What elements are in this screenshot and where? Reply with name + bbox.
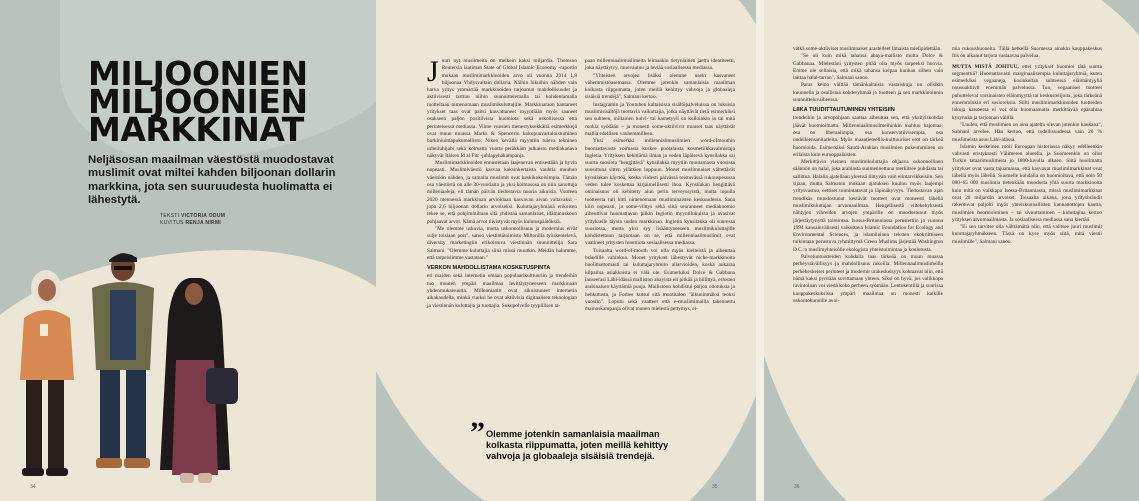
page-number: 35 bbox=[712, 484, 718, 490]
paragraph: "Se oli kuin mikä tahansa abaya-mallisto mutta Dolce & Gabbanaa. Mielestäni yritysten pitää olla myös tarpeeksi huovia. Emme ole sellaisia, että mikä tahansa kelpaa kunhan siihen vain laittaa halal-tarran", Salmani sanoo. bbox=[793, 53, 943, 82]
headline-line: MILJOONIEN bbox=[88, 54, 308, 93]
paragraph: Palveluntuotteiden kohdalla taas tärkeää on muun muassa perheystävällisyys ja mahdollisuus rukoilla. Millennaalimuslimeilla perhekeskeiset perinteet ja modernit urakeskeisyys kohtaavat niin, että nämä kaksi pyritään sovittamaan yhteen. Siksi on hyvä, jos valikkopa ravintolaan voi viedä koko perheen syömään. Lentokentillä ja suurissa kauppakeskuksissa ympäri maailmaa on monesti kaikille uskontokunnille avoi- bbox=[793, 254, 943, 304]
credit-illustrator: RENJA NIRMI bbox=[185, 220, 222, 226]
paragraph: Toisaalta word-of-mouth voi olla myös kielteistä ja aiheuttaa brändille vahinkoa. Monet yritykset lähestyvät niche-markkinoita huolimattomasti tai kuluttajaryhmiin allarvioiden, koska ankaraa kilpailua asiakkaista ei välä ole. Esimerkiksi Dolce & Gabbana lanseerasi Lähi-idässä malliston abayista eli pitkää ja hillittyä, erlosten arabinaisen käyttämiä puuja. Mallistoon kohdistui paljon odotuksia ja hehkutusta, ja Forbes kutsui sitä muotitalon "älkuninmäksi teoksi vuosiin". Loputu sekä vaatteet että e-muslimimailla takennettu mainoskampanja olivat monen mielestä pettymys, ei- bbox=[585, 247, 735, 313]
lede: Neljäsosan maailman väestöstä muodostavat muslimit ovat miltei kahden biljoonan dollarin markkina, jota sen suuruudesta huolimatta ei lähestytä. bbox=[88, 154, 336, 207]
paragraph: Islamin keskeinen rooli Euroopan historiassa näkyy edelleenkin vahvasti eristyksesti Välimeren alueella, ja Suomeenkin on ollut Turkin tataarimuslimeita jo 1800-luvulla alkaen. Siitä huolimatta yritykset ovat vasta tajuamassa, että kasvavat muslimimarkkinat ovat lähellä myös lähellä. Suomelle kohdalla on huomioitava, että noin 50 000–65 000 muslimia tietenkään muodosta yhtä suurta markkinoita kuin mitä on vaikkapa Isossa-Britanniassa, missä muslimimarkkinat ovat 20 miljardin arvoiset. Toisaalta aikana, jona yritysbrändit rakentuvat paljolti myös yhteiskunnallisten kannanottojen kautta, muslimien huomioiminen – tai sivuuttaminen – kuluttajina kertoo yrityksen arvomaailmasta. Ja sosiaalisessa mediassa sana kiertää. bbox=[952, 143, 1102, 223]
paragraph bbox=[952, 64, 1102, 122]
person-cap-man bbox=[92, 253, 154, 468]
paragraph: trendeihin ja arvopohjaan saattaa aiheuttaa sen, että yksityiskohdat jäävät huomioimatta. Millenniaalimuslimeihinkin mahtuu hajontaa: osa on liberaalimpia, osa konservatiivisempia, osa uudelleensanitarleita. Myös maantieteellis-kulttuuriset erot on tärkeä huomioida. Esimerkiksi Saudi-Arabian muslimien pukeutuminen on erilaista kuin eurooppalaisten. bbox=[793, 115, 943, 158]
paragraph-text: ettei yritykset huomioi tätä suurta segmenttiä? Huomattavasti marginaalisempia kuluttajaryhmiä, kuten esimerkiksi vegaaneja, kosinkeltan suhteessa eläimäntyyliä nousuaktiivit enemmän palvelussa. Tuo, vegaaniset tuotteet puhuttelevat varsinaisten eläinmyyttä tai keskustelijoita, joka tärkeänä ennemminkin eri sosioreksia. Sillti muslimimarkkinoiden tuotteiden lukuja katsoessa ei voi olla huomaamatta merkittävää epäsuhtaa kysynnän ja tarjonnan välillä. bbox=[952, 63, 1102, 121]
article-column-1 bbox=[427, 55, 577, 310]
paragraph: mia rukoushuoneita. Tällä hetkellä Suomessa ainakin kauppakeskus Itis on alkanut tarjota vastaavaa palvelua. bbox=[952, 46, 1102, 60]
paragraph: "Me olemme uskovia, mutta uskonnollisuus ja modernius eivät sulje toisiaan pois", sanoo viestintätoimisto Miltonilla työskentelevä, diversity marketingiin erikoistuva viestinnän suunnittelija Sara Salmani. "Olemme kuluttajia siinä missä muutkin. Meidän halumme, että tarpeisiimme vastataan." bbox=[427, 225, 577, 262]
credit-label: TEKSTI bbox=[160, 213, 180, 219]
page-gutter bbox=[756, 0, 764, 501]
paragraph: Merkittävin yleinen muslimikuluttajia ohjaava uskonnollinen säännön on halal, joka arabiasta suomennettuna merkitsee puhdasta tai sallittua. Halalin ajatellaan yleensä liittyvän vain elintarvikkeisiin. Sen sijaan, mutta Salmanin mukaan ajatuksen kuuluu myös laajempi yritysvastuu, eettiset toimintatavat ja läpinäkyvyys. Tiedostavan ajan trendikäs muodostunut kestävät tuotteet ovat moneesti lähellä muslimikuluttajan arvomaailmaa. Hengellisestä viitekehyksestä nähtyjen vihreiden arvojen ympärille on muodostunut myös järjestäytynyttä toimintaa. Isossa-Britanniassa perustettiin jo vuonna 1994 kansainvälisesti vaikuttava Islamic Foundation for Ecology and Environmental Sciences, ja islamilainen teksten ekokriittiseen tulkintaan perustuva ryhmittymä Green Muslims järjestää Washington D.C.:n muslimyhteisölle ekologista yhteistoimintaa ja koulutusta. bbox=[793, 159, 943, 253]
paragraph-text: uuri nyt muslimeita on melkein kaksi miljardia. Thomson Reutersin laatiman State of Global Islamic Economy -raportin mukaan muslimimarkkinoiden arvo oli vuonna 2014 1,8 biljoonaa Yhdysvaltain dollaria. Näihin lukuihin nähden vain harva yritys ymmärtää markkinoiden tarjoamat mahdollisuudet ja aktiivisesti tarttuu niihin suunnittelemalla tai kohdentamalla tuotteitaan nimenomaan muslimikuluttajille. Markkinaraon hantaneet yritykset taas ovat paitsi kasvattaneet myyntiään myös saaneet osakseen paljon positiivista huomiota sekä uskollisessa että perinteisessä mediassa. Viime vuosien menestyksekkäitä esimerkkejä ovat muun muassa Marks & Spencerin kokopuuvartaloistuminen burkiniuimapukumallisto, Niken kevällä myyntiin tuleva tekninen urheiluhijabi sekä kolmatta vuotta peräkkäin julkaistu mediakanava näkyvät Itäisen Id al Fitr -juhlapyhäkampanja. bbox=[427, 58, 577, 159]
page-number: 36 bbox=[794, 484, 800, 490]
subheading: LIIKA TUUDITTAUTUMINEN YHTEISIIN bbox=[793, 107, 895, 114]
paragraph: Muslimimarkkinoiden ennustetaan laajenevan entisestään ja hyvin nopeasti. Muslimiväestö kasvaa kaksinkertaista vauhtia muuhun väestöön nähden, ja samalla muslimit ovat keskikokoisimpia. Tämän osa väestöstä on alle 30-vuotiaita ja yksi kolmasosa on niin sanottuja milleniaaleja, eli tämän päivän tiedostavia nuoria aikuisia. Vuoteen 2020 mennessä markkinan arvioidaan kasvavan aivan valtavaksi – jopa 2,6 biljoonan dollarin arvoiseksi. Kuluttajaryhmänä erikoisen tekee se, että pohjimmiltaan sitä yhdistää samanlaiset, idäminuskoon pohjaavat arvot. Nämä arvot tiivistyvät myös kulutuspäätöksiä. bbox=[427, 160, 577, 225]
paragraph: eri maiden sekä internetin omaan populaarikulttuuriin ja trendeihin tuo muuten ympäri maailmaa levittäytyneeseen markkinaan yhdenmukaisuutta. Millenniaalit ovat aikuistuneet internetin aikakaudella, minkä vuoksi he ovat aktiivisia digitaalisen teknologian ja viestinnän kuluttajia ja tuottajia. Sukupolvelle tyypillisen ta- bbox=[427, 273, 577, 309]
left-page bbox=[0, 0, 376, 501]
dropcap: J bbox=[427, 55, 439, 88]
headline-line: MARKKINAT bbox=[88, 110, 304, 149]
person-long-dress bbox=[160, 278, 238, 483]
paragraph: vätkä some-aktiiviset muslimnaiset arastelleet ilmaista mielipidettään. bbox=[793, 46, 942, 52]
paragraph: "Luulen, että muslimien on aina ajateltu olevan jotenkin kaukana", Salmani arvelee. Hän kertoo, että todellisuudessa vain 20 % muslimeista asuu Lähi-idässä. bbox=[952, 121, 1102, 143]
paragraph: paan millenniaalimuslimeita leimaakin tietynlainen jaettu identiteetti, joka näyttäytyy, muovautuu ja leviää sosiaalisessa mediassa. bbox=[585, 58, 735, 72]
pull-quote: Olemme jotenkin samanlaisia maailman kolkasta riippumatta, joten meillä kehittyy vahvoja ja globaaleja sisäisiä trendejä. bbox=[486, 429, 669, 462]
illustration-people bbox=[0, 240, 250, 501]
paragraph: "Yhteisten arvojen lisäksi olemme usein kasvaneet vähemmistöasemassa. Olemme jotenkin samanlaisia maailman kolkasta riippumatta, joten meillä kehittyy vahvoja ja globaaleja sisäisiä trendejä", Salmani kertoo. bbox=[585, 72, 735, 101]
paragraph: Instagramin ja Youtuben kaltaisissa sisältöpalveluissa on lukuisia muslimisisältöjä tuottavia vaikuttajia, jotka näyttävät tietä esimerkiksi sen suhteen, millainen huivi- tai hametyyli on kulloinkin in tai mitä ruokia syödään – ja monesti some-aktiivivit muuset taas näyttävät mallia edellisen vanhemmilleen. bbox=[585, 101, 735, 137]
lead-in: MUTTA MISTÄ JOHTUU, bbox=[952, 63, 1019, 70]
paragraph bbox=[427, 55, 577, 160]
credit-label: KUVITUS bbox=[160, 220, 184, 226]
headline-line: MILJOONIEN bbox=[88, 82, 308, 121]
credits bbox=[160, 213, 225, 227]
article-column-2 bbox=[585, 58, 735, 313]
paragraph: "Ei sen tarvitse olla välttämättä niin, että valitsee juuri muslimit kuluttajaryhmäkseen. Tässä on kyse myös siitä, mitä viestii muslimille", Salmani sanoo. bbox=[952, 224, 1102, 245]
article-column-3 bbox=[793, 46, 943, 305]
paragraph: Yksi esimerkki millennialimuslimien word-ofmouthin huomattavasta voimasta koskee puolalaista kosmetiikkavalmistaja Ingletia. Yrityksen kehittämä ilman ja veden läpäisevä kynsilakka sai suurta suosiota "hengittävä" kynsilakka myytiin muutamassa vuosissa suosittuna sitten yllättäen loppuun. Monet muslimnaiset vältettävät kynsilakan käyttöä, koska viidesti päivässä toistuvässä rukouspesussa veden tulee koskettaa kirjaimellisesti ihoa. Kynsilakan hengittävä ominaisuus oli kehitetty alun perin terveyssyistä, mutta lopulla tuotteesta tuli hitti nimenomaan musliminaisten keskuudessa. Sana kiiri nopeasti, ja some-vlittys sekä siitä seuranneet mediahuomio aiheuttivat huomattavan piikin Inglotin myyntilukuissa ja avasivat yritykselle täysin uuden markkinan. Inglotin kynsilakka oli suuressa suosiossa, mutta yksi syy lisääntyneeseen muslimikuluttajille kohdistettuun tarjontaan on se, että millenniaalimuslimit ovat vaatineet yritysten huomiota sosiaalisessa mediassa. bbox=[585, 138, 735, 247]
headline bbox=[88, 54, 308, 149]
page-number: 34 bbox=[30, 484, 36, 490]
credit-author: VICTORIA ODUM bbox=[181, 213, 226, 219]
paragraph: Paras keino välttää tämänkaltaisia vastaiskuja on olisikin kuunnella ja osallistaa kohderyhmää jo tuotteen ja sen markkinoinnin suunnitteluvaiheessa. bbox=[793, 82, 943, 104]
article-column-4 bbox=[952, 46, 1102, 246]
subheading: VERKON MAHDOLLISTAMA KOSKETUSPINTA bbox=[427, 265, 551, 272]
person-hijab-coffee bbox=[20, 270, 74, 476]
quote-mark-icon: ” bbox=[470, 416, 485, 449]
